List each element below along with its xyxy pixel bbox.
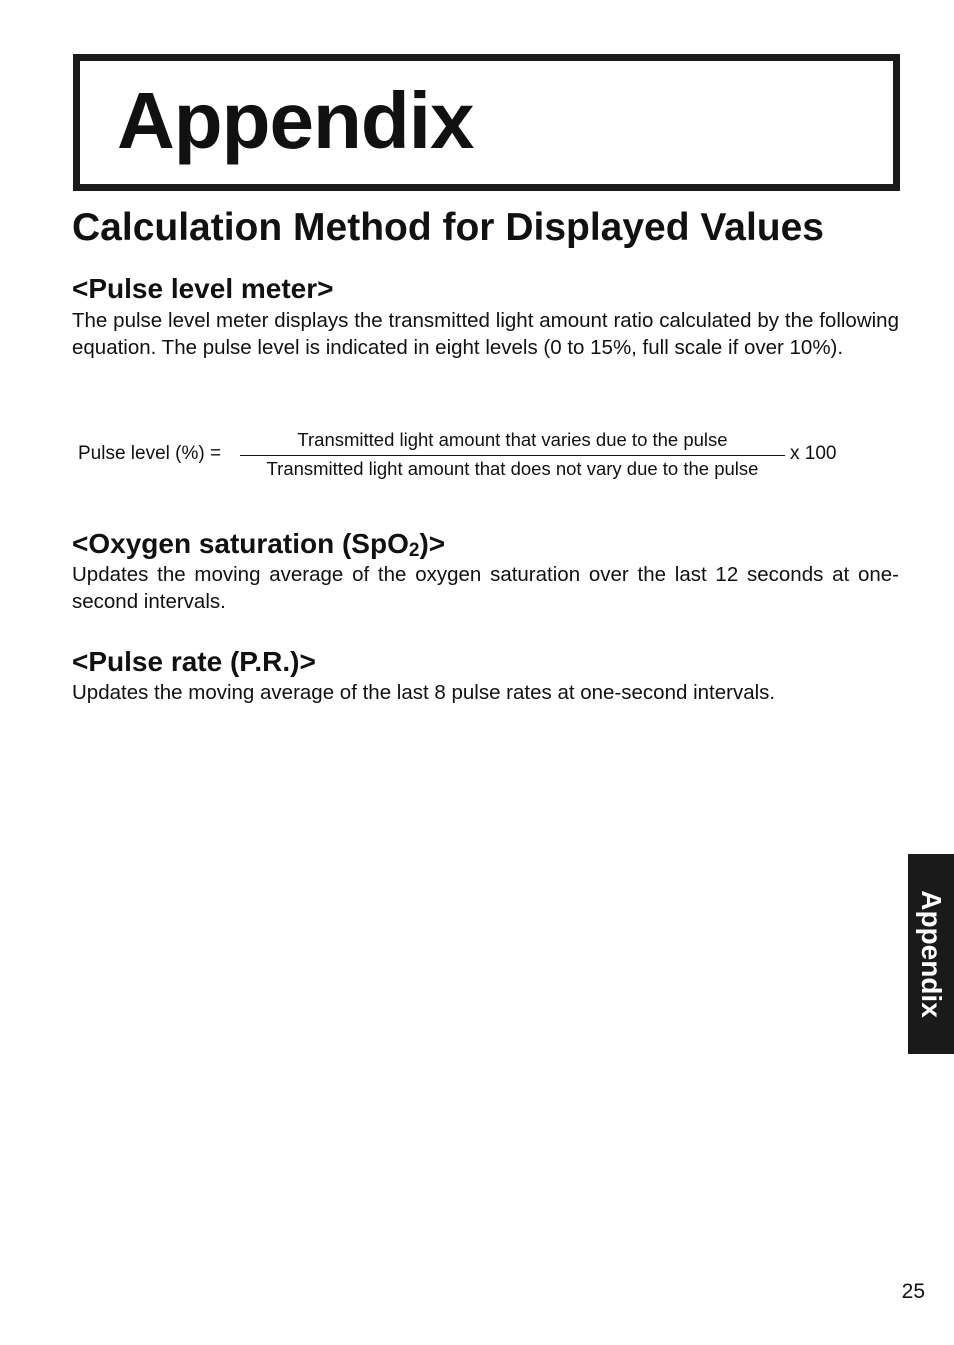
side-tab-label: Appendix <box>916 890 947 1018</box>
appendix-side-tab <box>908 854 954 1054</box>
oxygen-body: Updates the moving average of the oxygen saturation over the last 12 seconds at one-second intervals. <box>72 563 899 613</box>
title-box <box>73 54 900 191</box>
oxygen-heading-close: )> <box>419 528 446 559</box>
equation-denominator: Transmitted light amount that does not vary due to the pulse <box>266 458 759 479</box>
page-number: 25 <box>901 1280 925 1303</box>
equation-multiplier: x 100 <box>790 443 837 464</box>
oxygen-heading-text: <Oxygen saturation (SpO <box>72 528 409 559</box>
pulse-rate-heading: <Pulse rate (P.R.)> <box>72 646 316 677</box>
fraction-bar <box>240 455 785 456</box>
equation-label: Pulse level (%) = <box>78 443 222 464</box>
page-title: Appendix <box>117 76 474 165</box>
section-title: Calculation Method for Displayed Values <box>72 206 824 249</box>
oxygen-heading <box>72 527 445 561</box>
pulse-level-body: The pulse level meter displays the transmitted light amount ratio calculated by the following equation. The pulse level is indicated in eight levels (0 to 15%, full scale if over 10%). <box>72 309 899 359</box>
pulse-rate-body: Updates the moving average of the last 8 pulse rates at one-second intervals. <box>72 681 776 704</box>
oxygen-heading-subscript: 2 <box>408 540 420 561</box>
equation-numerator: Transmitted light amount that varies due to the pulse <box>297 429 728 450</box>
pulse-level-heading: <Pulse level meter> <box>72 273 334 304</box>
